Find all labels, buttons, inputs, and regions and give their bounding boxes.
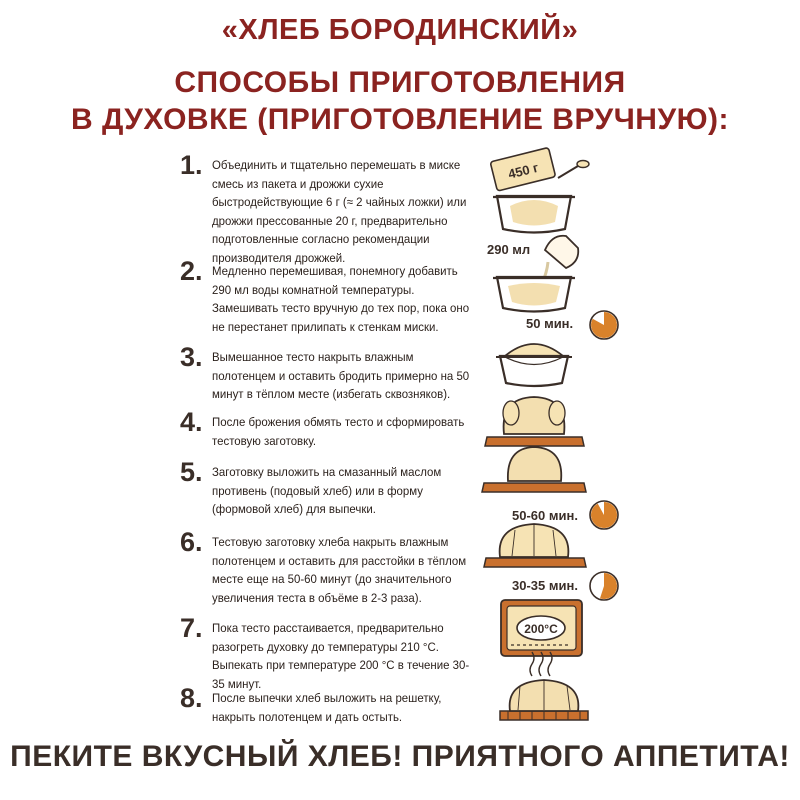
step-number: 5. bbox=[180, 457, 203, 487]
oven-temperature: 200°С bbox=[524, 622, 558, 636]
step-number: 2. bbox=[180, 256, 203, 286]
step-text: Заготовку выложить на смазанный маслом противень (подовый хлеб) или в форму (формовой хлеб) для выпечки. bbox=[212, 465, 442, 517]
spoon-icon bbox=[558, 161, 589, 179]
step-text: Медленно перемешивая, понемногу добавить 290 мл воды комнатной температуры. Замешивать тесто вручную до тех пор, пока оно не перестанет прилипать к стенкам миски. bbox=[212, 264, 470, 334]
mixing-bowl-icon bbox=[493, 196, 575, 233]
subtitle-line-1: СПОСОБЫ ПРИГОТОВЛЕНИЯ bbox=[174, 66, 626, 99]
timer2-label: 50-60 мин. bbox=[512, 508, 578, 523]
dough-icon bbox=[508, 447, 561, 481]
step-number: 8. bbox=[180, 683, 203, 713]
flour-package-icon bbox=[490, 147, 555, 191]
footer-slogan: ПЕКИТЕ ВКУСНЫЙ ХЛЕБ! ПРИЯТНОГО АППЕТИТА! bbox=[10, 740, 790, 773]
oven-icon bbox=[501, 600, 582, 656]
subtitle-line-2: В ДУХОВКЕ (ПРИГОТОВЛЕНИЕ ВРУЧНУЮ): bbox=[70, 103, 730, 136]
timer-icon bbox=[590, 311, 618, 339]
water-label: 290 мл bbox=[487, 242, 531, 257]
step-text: Объединить и тщательно перемешать в миске смесь из пакета и дрожжи сухие быстродействующие 6 г (≈ 2 чайных ложки) или дрожжи прессованные 20 г, предварительно подготовленные согласно рекомендации производителя дрожжей. bbox=[212, 158, 467, 265]
timer-icon bbox=[590, 572, 618, 600]
package-label: 450 г bbox=[506, 159, 540, 182]
mixing-bowl-icon bbox=[493, 277, 575, 312]
step-text: Вымешанное тесто накрыть влажным полотенцем и оставить бродить примерно на 50 минут в тёплом месте (избегать сквозняков). bbox=[212, 350, 470, 402]
timer2-fill bbox=[591, 502, 617, 528]
step-text: Пока тесто расстаивается, предварительно разогреть духовку до температуры 210 °С. Выпекать при температуре 200 °С в течение 30-35 минут. bbox=[212, 621, 470, 691]
timer-icon bbox=[590, 501, 618, 529]
cooling-rack-icon bbox=[500, 711, 588, 720]
timer1-label: 50 мин. bbox=[526, 316, 574, 331]
product-title: «ХЛЕБ БОРОДИНСКИЙ» bbox=[221, 14, 579, 46]
baking-tray-icon bbox=[482, 483, 586, 492]
dough-icon bbox=[503, 397, 565, 434]
step-text: После брожения обмять тесто и сформировать тестовую заготовку. bbox=[212, 415, 465, 448]
step-number: 6. bbox=[180, 527, 203, 557]
step-number: 7. bbox=[180, 613, 203, 643]
covered-bread-icon bbox=[510, 680, 579, 711]
covered-dough-icon bbox=[484, 524, 586, 567]
step-text: После выпечки хлеб выложить на решетку, накрыть полотенцем и дать остыть. bbox=[212, 691, 442, 724]
step-number: 4. bbox=[180, 407, 203, 437]
timer3-label: 30-35 мин. bbox=[512, 578, 578, 593]
step-text: Тестовую заготовку хлеба накрыть влажным полотенцем и оставить для расстойки в тёплом месте еще на 50-60 минут (до значительного увеличения теста в объёме в 2-3 раза). bbox=[212, 535, 467, 605]
cutting-board-icon bbox=[485, 437, 584, 446]
step-number: 1. bbox=[180, 150, 203, 180]
covered-bowl-icon bbox=[496, 344, 572, 386]
step-number: 3. bbox=[180, 342, 203, 372]
